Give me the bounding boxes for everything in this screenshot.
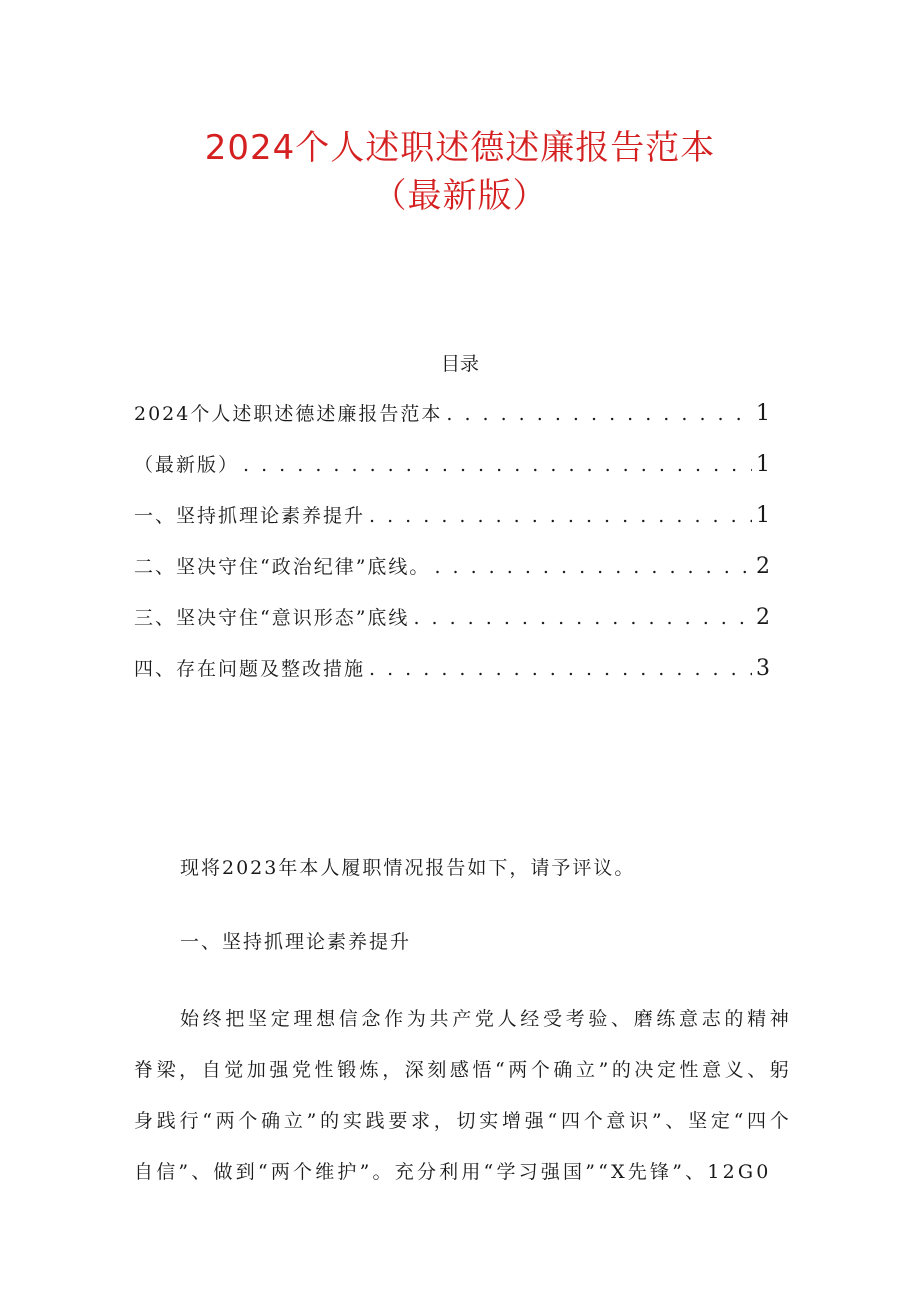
toc-entry[interactable] xyxy=(134,653,770,704)
toc-entry-page: 1 xyxy=(756,503,770,528)
toc-dot-leader xyxy=(434,551,752,583)
toc-entry[interactable] xyxy=(134,500,770,551)
body-paragraph: 始终把坚定理想信念作为共产党人经受考验、磨练意志的精神脊梁，自觉加强党性锻炼，深刻感悟“两个确立”的决定性意义、躬身践行“两个确立”的实践要求，切实增强“四个意识”、坚定“四个自信”、做到“两个维护”。充分利用“学习强国”“X先锋”、12G0 xyxy=(134,1008,792,1183)
toc-entry-title: 一、坚持抓理论素养提升 xyxy=(134,505,366,527)
toc-entry-page: 1 xyxy=(756,452,770,477)
table-of-contents xyxy=(134,398,770,704)
document-subtitle: （最新版） xyxy=(372,176,548,216)
toc-entry-title: 二、坚决守住“政治纪律”底线。 xyxy=(134,556,431,578)
toc-dot-leader xyxy=(243,449,752,481)
toc-entry-page: 3 xyxy=(756,656,770,681)
toc-entry-title: 三、坚决守住“意识形态”底线 xyxy=(134,607,410,629)
toc-entry-page: 2 xyxy=(756,554,770,579)
intro-paragraph: 现将2023年本人履职情况报告如下，请予评议。 xyxy=(180,857,636,879)
toc-dot-leader xyxy=(413,602,752,634)
toc-entry[interactable] xyxy=(134,449,770,500)
section-heading: 一、坚持抓理论素养提升 xyxy=(180,931,412,953)
toc-entry-page: 1 xyxy=(756,401,770,426)
toc-entry-page: 2 xyxy=(756,605,770,630)
toc-entry[interactable] xyxy=(134,398,770,449)
toc-entry[interactable] xyxy=(134,602,770,653)
toc-dot-leader xyxy=(446,398,752,430)
document-title: 2024个人述职述德述廉报告范本 xyxy=(204,128,716,168)
toc-entry[interactable] xyxy=(134,551,770,602)
toc-dot-leader xyxy=(369,653,752,685)
toc-entry-title: （最新版） xyxy=(134,454,240,476)
toc-entry-title: 四、存在问题及整改措施 xyxy=(134,658,366,680)
toc-dot-leader xyxy=(369,500,752,532)
toc-entry-title: 2024个人述职述德述廉报告范本 xyxy=(134,403,443,425)
toc-heading: 目录 xyxy=(440,353,479,375)
